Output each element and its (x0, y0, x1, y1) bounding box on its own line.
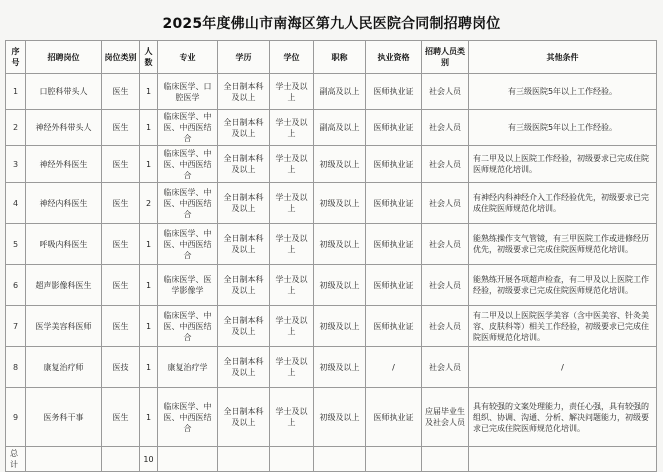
cell-count: 1 (140, 74, 158, 110)
total-empty (218, 447, 270, 472)
cell-license: 医师执业证 (366, 224, 422, 265)
cell-title: 初级及以上 (314, 265, 366, 306)
header-post: 招聘岗位 (26, 41, 102, 74)
total-empty (158, 447, 218, 472)
cell-no: 4 (6, 183, 26, 224)
cell-education: 全日制本科及以上 (218, 265, 270, 306)
cell-category: 医生 (102, 388, 140, 447)
cell-major: 临床医学、中医、中西医结合 (158, 110, 218, 146)
cell-count: 2 (140, 183, 158, 224)
cell-staff-type: 社会人员 (422, 74, 469, 110)
cell-other: 能熟练开展各项超声检查，有二甲及以上医院工作经验，初级要求已完成住院医师规范化培训。 (469, 265, 657, 306)
total-empty (102, 447, 140, 472)
cell-category: 医生 (102, 224, 140, 265)
table-row (6, 306, 657, 347)
cell-degree: 学士及以上 (270, 388, 314, 447)
header-license: 执业资格 (366, 41, 422, 74)
cell-post: 神经外科医生 (26, 146, 102, 183)
cell-staff-type: 社会人员 (422, 110, 469, 146)
cell-title: 初级及以上 (314, 306, 366, 347)
cell-count: 1 (140, 110, 158, 146)
header-staff-type: 招聘人员类别 (422, 41, 469, 74)
cell-post: 神经外科带头人 (26, 110, 102, 146)
cell-count: 1 (140, 224, 158, 265)
cell-education: 全日制本科及以上 (218, 183, 270, 224)
cell-degree: 学士及以上 (270, 347, 314, 388)
total-label: 总计 (6, 447, 26, 472)
cell-education: 全日制本科及以上 (218, 74, 270, 110)
cell-education: 全日制本科及以上 (218, 347, 270, 388)
cell-other: 有神经内科神经介入工作经验优先，初级要求已完成住院医师规范化培训。 (469, 183, 657, 224)
cell-post: 康复治疗师 (26, 347, 102, 388)
cell-no: 1 (6, 74, 26, 110)
total-empty (422, 447, 469, 472)
cell-no: 7 (6, 306, 26, 347)
cell-count: 1 (140, 146, 158, 183)
cell-other: 能熟练操作支气管镜，有三甲医院工作或进修经历优先，初级要求已完成住院医师规范化培训。 (469, 224, 657, 265)
cell-license: 医师执业证 (366, 183, 422, 224)
cell-license: 医师执业证 (366, 306, 422, 347)
cell-no: 9 (6, 388, 26, 447)
cell-post: 超声影像科医生 (26, 265, 102, 306)
cell-staff-type: 社会人员 (422, 306, 469, 347)
cell-major: 临床医学、中医、中西医结合 (158, 183, 218, 224)
cell-staff-type: 应届毕业生及社会人员 (422, 388, 469, 447)
header-education: 学历 (218, 41, 270, 74)
cell-staff-type: 社会人员 (422, 183, 469, 224)
cell-other: 有二甲及以上医院医学美容（含中医美容、针灸美容、皮肤科等）相关工作经验，初级要求已完成住院医师规范化培训。 (469, 306, 657, 347)
cell-staff-type: 社会人员 (422, 347, 469, 388)
cell-other: 有三级医院5年以上工作经验。 (469, 74, 657, 110)
page-title: 2025年度佛山市南海区第九人民医院合同制招聘岗位 (162, 16, 501, 32)
cell-degree: 学士及以上 (270, 74, 314, 110)
total-count: 10 (140, 447, 158, 472)
cell-license: 医师执业证 (366, 74, 422, 110)
table-row (6, 265, 657, 306)
cell-other: / (469, 347, 657, 388)
cell-no: 2 (6, 110, 26, 146)
cell-post: 神经内科医生 (26, 183, 102, 224)
cell-degree: 学士及以上 (270, 224, 314, 265)
cell-category: 医生 (102, 183, 140, 224)
cell-count: 1 (140, 306, 158, 347)
total-empty (366, 447, 422, 472)
cell-category: 医生 (102, 74, 140, 110)
cell-other: 有二甲及以上医院工作经验，初级要求已完成住院医师规范化培训。 (469, 146, 657, 183)
cell-staff-type: 社会人员 (422, 146, 469, 183)
cell-major: 临床医学、中医、中西医结合 (158, 388, 218, 447)
total-empty (26, 447, 102, 472)
cell-degree: 学士及以上 (270, 146, 314, 183)
cell-major: 临床医学、中医、中西医结合 (158, 306, 218, 347)
cell-count: 1 (140, 347, 158, 388)
total-empty (469, 447, 657, 472)
cell-education: 全日制本科及以上 (218, 388, 270, 447)
header-degree: 学位 (270, 41, 314, 74)
cell-education: 全日制本科及以上 (218, 306, 270, 347)
header-row (6, 41, 657, 74)
cell-other: 具有较强的文案处理能力，责任心强，具有较强的组织、协调、沟通、分析、解决问题能力，初级要求已完成住院医师规范化培训。 (469, 388, 657, 447)
total-empty (270, 447, 314, 472)
table-row (6, 110, 657, 146)
table-row (6, 224, 657, 265)
cell-license: 医师执业证 (366, 110, 422, 146)
cell-title: 初级及以上 (314, 183, 366, 224)
cell-title: 初级及以上 (314, 224, 366, 265)
header-other: 其他条件 (469, 41, 657, 74)
cell-count: 1 (140, 388, 158, 447)
table-row (6, 74, 657, 110)
recruitment-table (5, 40, 657, 472)
cell-degree: 学士及以上 (270, 306, 314, 347)
cell-other: 有三级医院5年以上工作经验。 (469, 110, 657, 146)
cell-category: 医生 (102, 146, 140, 183)
table-row (6, 388, 657, 447)
table-row (6, 146, 657, 183)
cell-license: 医师执业证 (366, 146, 422, 183)
cell-title: 副高及以上 (314, 110, 366, 146)
total-row (6, 447, 657, 472)
cell-post: 医学美容科医师 (26, 306, 102, 347)
cell-no: 8 (6, 347, 26, 388)
header-major: 专业 (158, 41, 218, 74)
table-row (6, 183, 657, 224)
cell-category: 医技 (102, 347, 140, 388)
cell-title: 初级及以上 (314, 388, 366, 447)
cell-no: 5 (6, 224, 26, 265)
cell-education: 全日制本科及以上 (218, 110, 270, 146)
cell-staff-type: 社会人员 (422, 265, 469, 306)
header-title: 职称 (314, 41, 366, 74)
cell-category: 医生 (102, 306, 140, 347)
cell-count: 1 (140, 265, 158, 306)
cell-title: 副高及以上 (314, 74, 366, 110)
cell-category: 医生 (102, 110, 140, 146)
cell-degree: 学士及以上 (270, 183, 314, 224)
cell-education: 全日制本科及以上 (218, 146, 270, 183)
cell-staff-type: 社会人员 (422, 224, 469, 265)
cell-title: 初级及以上 (314, 347, 366, 388)
cell-major: 临床医学、中医、中西医结合 (158, 224, 218, 265)
cell-no: 6 (6, 265, 26, 306)
header-category: 岗位类别 (102, 41, 140, 74)
cell-category: 医生 (102, 265, 140, 306)
cell-license: / (366, 347, 422, 388)
cell-post: 医务科干事 (26, 388, 102, 447)
cell-license: 医师执业证 (366, 388, 422, 447)
header-count: 人数 (140, 41, 158, 74)
cell-major: 临床医学、口腔医学 (158, 74, 218, 110)
cell-major: 临床医学、医学影像学 (158, 265, 218, 306)
cell-title: 初级及以上 (314, 146, 366, 183)
table-row (6, 347, 657, 388)
cell-education: 全日制本科及以上 (218, 224, 270, 265)
cell-degree: 学士及以上 (270, 265, 314, 306)
total-empty (314, 447, 366, 472)
cell-post: 口腔科带头人 (26, 74, 102, 110)
header-no: 序号 (6, 41, 26, 74)
cell-no: 3 (6, 146, 26, 183)
cell-degree: 学士及以上 (270, 110, 314, 146)
cell-major: 康复治疗学 (158, 347, 218, 388)
cell-post: 呼吸内科医生 (26, 224, 102, 265)
cell-license: 医师执业证 (366, 265, 422, 306)
cell-major: 临床医学、中医、中西医结合 (158, 146, 218, 183)
